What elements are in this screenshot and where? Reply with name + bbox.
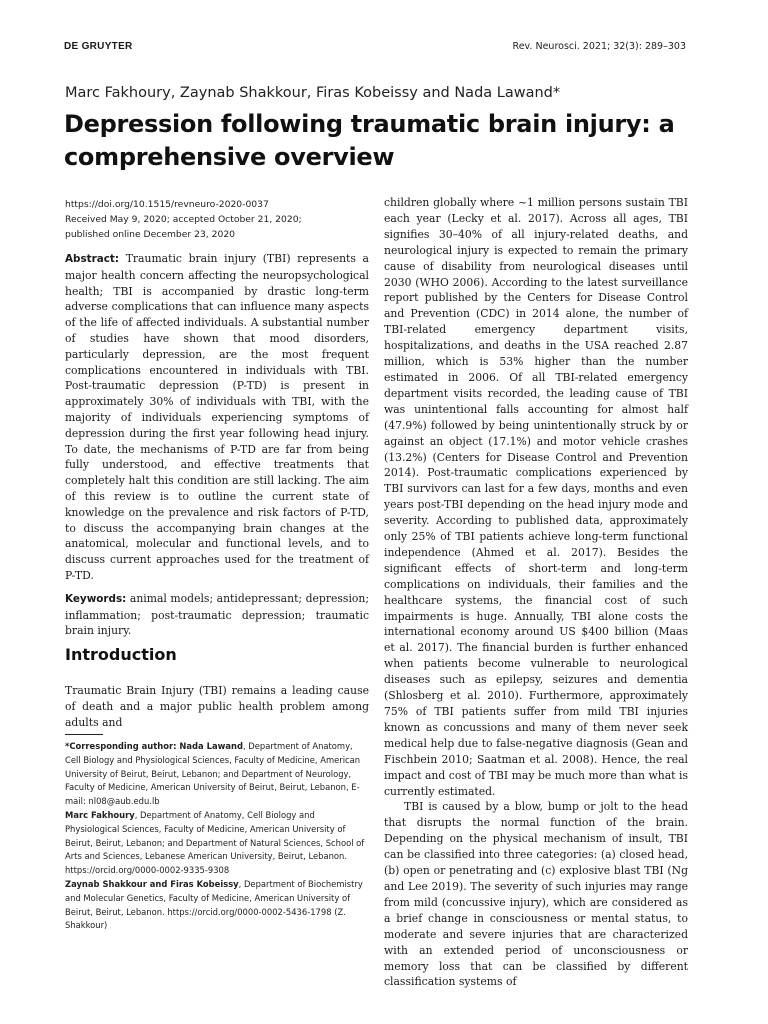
author-note-fakhoury-label: Marc Fakhoury xyxy=(65,809,135,820)
author-note-shakkour-kobeissy xyxy=(65,878,371,933)
body-paragraph: TBI is caused by a blow, bump or jolt to the head that disrupts the normal function of the brain. Depending on the physical mechanism of insult, TBI can be classified into three categories: (a) closed head, (b) open or penetrating and (c) explosive blast TBI (Ng and Lee 2019). The severity of such injuries may range from mild (concussive injury), which are considered as a brief change in consciousness or mental status, to moderate and severe injuries that are characterized with an extended period of unconsciousness or memory loss that can be classified by different classification systems of xyxy=(384,800,688,989)
journal-citation: Rev. Neurosci. 2021; 32(3): 289–303 xyxy=(512,41,686,52)
author-note-fakhoury xyxy=(65,809,371,878)
footnote-divider xyxy=(65,734,103,735)
abstract-label: Abstract: xyxy=(65,253,120,265)
keywords xyxy=(65,591,369,639)
introduction-heading: Introduction xyxy=(65,645,177,664)
article-title: Depression following traumatic brain injury: a comprehensive overview xyxy=(64,110,675,171)
published-date: published online December 23, 2020 xyxy=(65,229,236,240)
author-list: Marc Fakhoury, Zaynab Shakkour, Firas Kobeissy and Nada Lawand* xyxy=(65,85,561,101)
keywords-text: animal models; antidepressant; depression; inflammation; post-traumatic depression; traumatic brain injury. xyxy=(65,591,369,638)
doi-link[interactable]: https://doi.org/10.1515/revneuro-2020-0037 xyxy=(65,199,269,210)
keywords-label: Keywords: xyxy=(65,592,127,605)
introduction-text: Traumatic Brain Injury (TBI) remains a leading cause of death and a major public health problem among adults and xyxy=(65,684,369,729)
body-paragraph: children globally where ~1 million persons sustain TBI each year (Lecky et al. 2017). Across all ages, TBI signifies 30–40% of all injury-related deaths, and neurological injury is expected to remain the primary cause of disability from neurological diseases until 2030 (WHO 2006). According to the latest surveillance report published by the Centers for Disease Control and Prevention (CDC) in 2014 alone, the number of TBI-related emergency department visits, hospitalizations, and deaths in the USA reached 2.87 million, which is 53% higher than the number estimated in 2006. Of all TBI-related emergency department visits recorded, the leading cause of TBI was unintentional falls accounting for almost half (47.9%) followed by being unintentionally struck by or against an object (17.1%) and motor vehicle crashes (13.2%) (Centers for Disease Control and Prevention 2014). Post-traumatic complications experienced by TBI survivors can last for a few days, months and even years post-TBI depending on the head injury mode and severity. According to published data, approximately only 25% of TBI patients achieve long-term functional independence (Ahmed et al. 2017). Besides the significant effects of short-term and long-term complications on individuals, their families and the healthcare systems, the financial cost of such impairments is huge. Annually, TBI alone costs the international economy around US $400 billion (Maas et al. 2017). The financial burden is further enhanced when patients become vulnerable to neurological diseases such as epilepsy, seizures and dementia (Shlosberg et al. 2010). Furthermore, approximately 75% of TBI patients suffer from mild TBI injuries known as concussions and many of them never seek medical help due to false-negative diagnosis (Gean and Fischbein 2010; Saatman et al. 2008). Hence, the real impact and cost of TBI may be much more than what is currently estimated. xyxy=(384,196,688,798)
corresponding-author-affiliation: , Department of Anatomy, Cell Biology and Physiological Sciences, Faculty of Medicine, American University of Beirut, Beirut, Lebanon; and Department of Neurology, Faculty of Medicine, American University of Beirut, Beirut, Lebanon, E-mail: nl08@aub.edu.lb xyxy=(65,741,361,807)
author-note-shakkour-kobeissy-affiliation: , Department of Biochemistry and Molecular Genetics, Faculty of Medicine, American University of Beirut, Beirut, Lebanon. https://orcid.org/0000-0002-5436-1798 (Z. Shakkour) xyxy=(65,878,363,931)
article-metadata xyxy=(65,197,365,242)
right-column xyxy=(384,195,688,990)
abstract xyxy=(65,251,369,584)
publisher-name: DE GRUYTER xyxy=(64,41,133,52)
author-note-fakhoury-affiliation: , Department of Anatomy, Cell Biology and Physiological Sciences, Faculty of Medicine, American University of Beirut, Beirut, Lebanon; and Department of Natural Sciences, School of Arts and Sciences, Lebanese American University, Beirut, Lebanon. https://orcid.org/0000-0002-9335-9308 xyxy=(65,809,365,876)
author-footnotes xyxy=(65,740,371,933)
author-note-shakkour-kobeissy-label: Zaynab Shakkour and Firas Kobeissy xyxy=(65,878,239,889)
left-column xyxy=(65,251,369,639)
abstract-text: Traumatic brain injury (TBI) represents a major health concern affecting the neuropsychological health; TBI is accompanied by drastic long-term adverse complications that can influence many aspects of the life of affected individuals. A substantial number of studies have shown that mood disorders, particularly depression, are the most frequent complications encountered in individuals with TBI. Post-traumatic depression (P-TD) is present in approximately 30% of individuals with TBI, with the majority of individuals experiencing symptoms of depression during the first year following head injury. To date, the mechanisms of P-TD are far from being fully understood, and effective treatments that completely halt this condition are still lacking. The aim of this review is to outline the current state of knowledge on the prevalence and risk factors of P-TD, to discuss the accompanying brain changes at the anatomical, molecular and functional levels, and to discuss current approaches used for the treatment of P-TD. xyxy=(65,252,369,582)
corresponding-author-note xyxy=(65,740,371,809)
received-date: Received May 9, 2020; accepted October 21, 2020; xyxy=(65,214,302,225)
corresponding-author-label: *Corresponding author: Nada Lawand xyxy=(65,741,243,751)
